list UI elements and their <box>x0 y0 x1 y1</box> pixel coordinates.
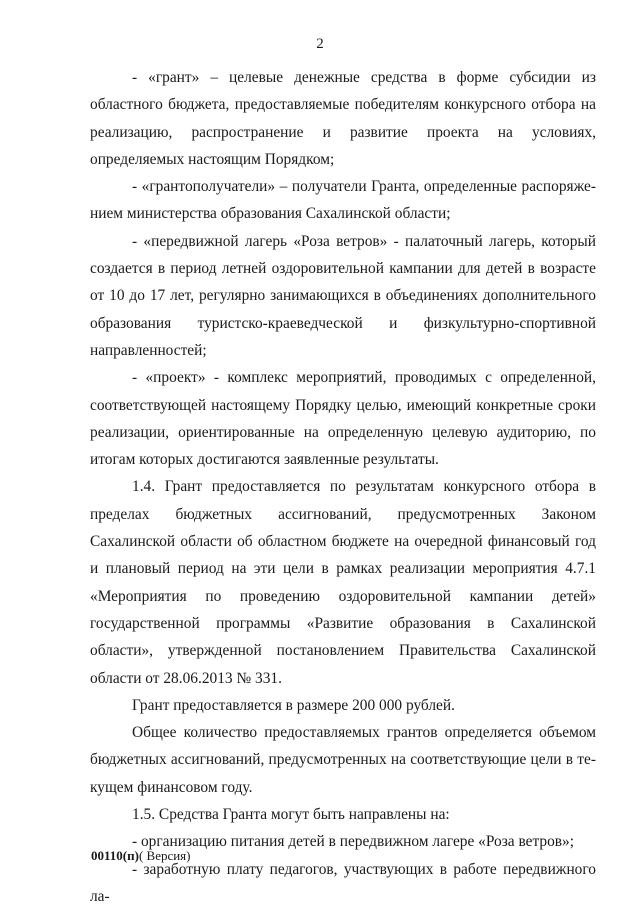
paragraph-grant-count: Общее количество предоставляемых грантов определяется объемом бюджетных ассигнований, предусмотренных на соответствующие цели в текущем финансовом году. <box>90 724 596 796</box>
paragraph-section-1-5: 1.5. Средства Гранта могут быть направлены на: <box>132 806 450 824</box>
paragraph-section-1-4: 1.4. Грант предоставляется по результатам конкурсного отбора в пределах бюджетных ассигнований, предусмотренных Законом Сахалинской области об областном бюджете на очередной финансовый год и плановый период на эти цели в рамках реализации мероприятия 4.7.1 «Мероприятия по проведению оздоровительной кампании детей» государственной программы «Развитие образования в Сахалинской области», утвержденной постановлением Правительства Сахалинской области от 28.06.2013 № 331. <box>90 478 596 687</box>
paragraph-grantees-definition: - «грантополучатели» – получатели Гранта, определенные распоряжением министерства образования Сахалинской области; <box>90 178 596 223</box>
paragraph-teacher-salary: - заработную плату педагогов, участвующих в работе передвижного ла- <box>90 860 596 905</box>
document-code: 00110(п) <box>91 848 139 863</box>
paragraph-grant-definition: - «грант» – целевые денежные средства в форме субсидии из областного бюджета, предоставляемые победителям конкурсного отбора на реализацию, распространение и развитие проекта на условиях, определяемых настоящим Порядком; <box>90 69 596 168</box>
paragraph-food-organization: - организацию питания детей в передвижном лагере «Роза ветров»; <box>132 833 575 851</box>
document-footer <box>91 848 191 864</box>
document-body <box>90 64 596 910</box>
paragraph-project-definition: - «проект» - комплекс мероприятий, проводимых с определенной, соответствующей настоящему Порядку целью, имеющий конкретные сроки реализации, ориентированные на определенную целевую аудиторию, по итогам которых достигаются заявленные результаты. <box>90 369 596 469</box>
document-version: ( Версия) <box>138 848 191 863</box>
paragraph-camp-definition: - «передвижной лагерь «Роза ветров» - палаточный лагерь, который создается в период летней оздоровительной кампании для детей в возрасте от 10 до 17 лет, регулярно занимающихся в объединениях дополнительного образования туристско-краеведческой и физкультурно-спортивной направленностей; <box>90 232 596 359</box>
paragraph-grant-amount: Грант предоставляется в размере 200 000 рублей. <box>132 696 455 714</box>
page-number: 2 <box>316 36 324 52</box>
